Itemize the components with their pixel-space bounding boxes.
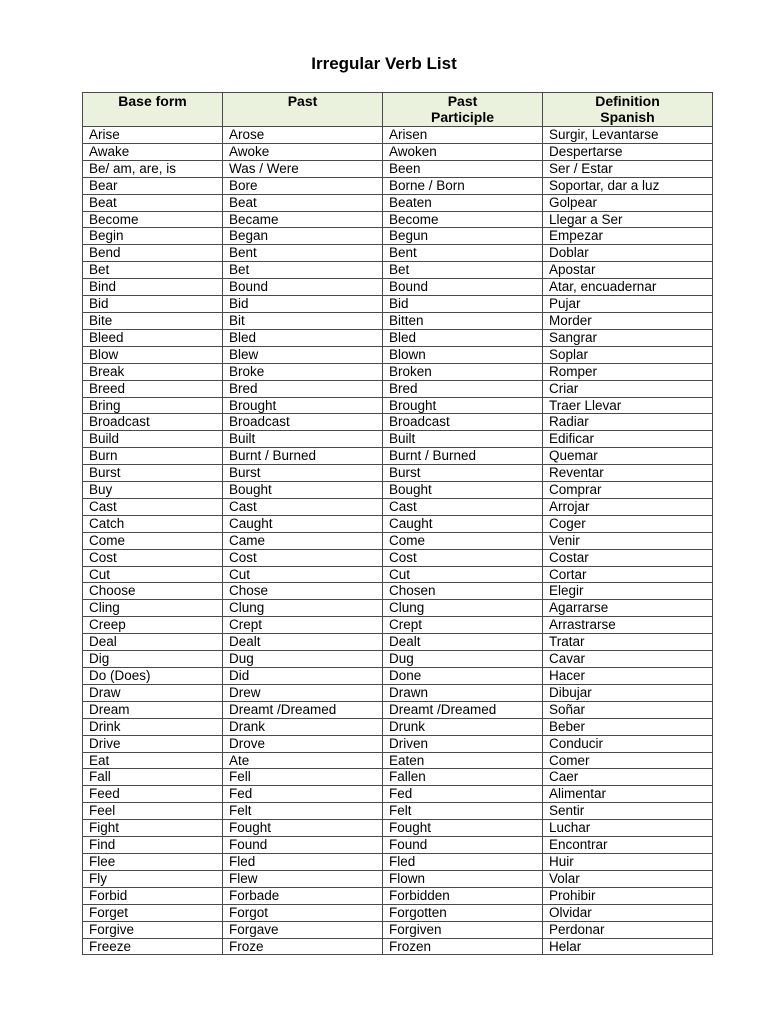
past-cell: Fought: [223, 820, 383, 837]
base-form-cell: Come: [83, 532, 223, 549]
past-cell: Awoke: [223, 143, 383, 160]
definition-cell: Caer: [543, 769, 713, 786]
definition-cell: Llegar a Ser: [543, 211, 713, 228]
base-form-cell: Beat: [83, 194, 223, 211]
definition-cell: Venir: [543, 532, 713, 549]
base-form-cell: Awake: [83, 143, 223, 160]
table-row: [83, 177, 713, 194]
past-cell: Fell: [223, 769, 383, 786]
definition-cell: Comprar: [543, 482, 713, 499]
past-cell: Bred: [223, 380, 383, 397]
past-participle-cell: Broken: [383, 363, 543, 380]
table-row: [83, 431, 713, 448]
base-form-cell: Bid: [83, 296, 223, 313]
table-row: [83, 668, 713, 685]
base-form-cell: Bet: [83, 262, 223, 279]
base-form-cell: Feed: [83, 786, 223, 803]
past-participle-cell: Found: [383, 837, 543, 854]
past-cell: Broadcast: [223, 414, 383, 431]
table-row: [83, 786, 713, 803]
past-participle-cell: Clung: [383, 600, 543, 617]
table-row: [83, 262, 713, 279]
past-cell: Bent: [223, 245, 383, 262]
table-row: [83, 938, 713, 955]
definition-cell: Pujar: [543, 296, 713, 313]
past-participle-cell: Bled: [383, 329, 543, 346]
table-row: [83, 532, 713, 549]
past-cell: Drew: [223, 684, 383, 701]
past-participle-cell: Felt: [383, 803, 543, 820]
definition-cell: Reventar: [543, 465, 713, 482]
past-cell: Burst: [223, 465, 383, 482]
table-row: [83, 465, 713, 482]
table-row: [83, 127, 713, 144]
past-cell: Bled: [223, 329, 383, 346]
table-row: [83, 397, 713, 414]
past-cell: Bound: [223, 279, 383, 296]
past-participle-cell: Fought: [383, 820, 543, 837]
past-participle-cell: Blown: [383, 346, 543, 363]
base-form-cell: Forget: [83, 904, 223, 921]
base-form-cell: Dig: [83, 651, 223, 668]
past-cell: Dug: [223, 651, 383, 668]
definition-cell: Beber: [543, 718, 713, 735]
past-cell: Drank: [223, 718, 383, 735]
past-cell: Bit: [223, 312, 383, 329]
table-row: [83, 803, 713, 820]
past-participle-cell: Burnt / Burned: [383, 448, 543, 465]
definition-cell: Coger: [543, 515, 713, 532]
header-past-participle: Past Participle: [383, 93, 543, 127]
past-participle-cell: Built: [383, 431, 543, 448]
base-form-cell: Begin: [83, 228, 223, 245]
past-cell: Cut: [223, 566, 383, 583]
past-cell: Cast: [223, 498, 383, 515]
table-row: [83, 245, 713, 262]
definition-cell: Surgir, Levantarse: [543, 127, 713, 144]
past-participle-cell: Bent: [383, 245, 543, 262]
table-row: [83, 837, 713, 854]
base-form-cell: Breed: [83, 380, 223, 397]
past-cell: Fed: [223, 786, 383, 803]
table-row: [83, 414, 713, 431]
definition-cell: Hacer: [543, 668, 713, 685]
table-row: [83, 634, 713, 651]
table-row: [83, 143, 713, 160]
definition-cell: Sentir: [543, 803, 713, 820]
base-form-cell: Broadcast: [83, 414, 223, 431]
past-cell: Dreamt /Dreamed: [223, 701, 383, 718]
past-cell: Blew: [223, 346, 383, 363]
definition-cell: Morder: [543, 312, 713, 329]
past-cell: Fled: [223, 853, 383, 870]
definition-cell: Cavar: [543, 651, 713, 668]
past-cell: Burnt / Burned: [223, 448, 383, 465]
past-cell: Bore: [223, 177, 383, 194]
past-participle-cell: Bought: [383, 482, 543, 499]
definition-cell: Costar: [543, 549, 713, 566]
past-cell: Froze: [223, 938, 383, 955]
past-cell: Arose: [223, 127, 383, 144]
definition-cell: Volar: [543, 870, 713, 887]
definition-cell: Cortar: [543, 566, 713, 583]
base-form-cell: Eat: [83, 752, 223, 769]
past-cell: Chose: [223, 583, 383, 600]
page-title: Irregular Verb List: [311, 54, 457, 73]
table-row: [83, 684, 713, 701]
header-definition-spanish: Definition Spanish: [543, 93, 713, 127]
table-row: [83, 820, 713, 837]
past-cell: Built: [223, 431, 383, 448]
base-form-cell: Bring: [83, 397, 223, 414]
base-form-cell: Flee: [83, 853, 223, 870]
definition-cell: Doblar: [543, 245, 713, 262]
definition-cell: Empezar: [543, 228, 713, 245]
base-form-cell: Catch: [83, 515, 223, 532]
past-participle-cell: Forbidden: [383, 887, 543, 904]
base-form-cell: Dream: [83, 701, 223, 718]
base-form-cell: Forbid: [83, 887, 223, 904]
base-form-cell: Deal: [83, 634, 223, 651]
base-form-cell: Forgive: [83, 921, 223, 938]
table-row: [83, 870, 713, 887]
definition-cell: Golpear: [543, 194, 713, 211]
verb-table: [82, 92, 713, 955]
definition-cell: Alimentar: [543, 786, 713, 803]
past-participle-cell: Drawn: [383, 684, 543, 701]
past-participle-cell: Bred: [383, 380, 543, 397]
table-row: [83, 329, 713, 346]
base-form-cell: Cast: [83, 498, 223, 515]
past-participle-cell: Borne / Born: [383, 177, 543, 194]
definition-cell: Apostar: [543, 262, 713, 279]
past-participle-cell: Come: [383, 532, 543, 549]
definition-cell: Encontrar: [543, 837, 713, 854]
definition-cell: Sangrar: [543, 329, 713, 346]
table-row: [83, 482, 713, 499]
past-cell: Bet: [223, 262, 383, 279]
base-form-cell: Be/ am, are, is: [83, 160, 223, 177]
base-form-cell: Cut: [83, 566, 223, 583]
past-participle-cell: Done: [383, 668, 543, 685]
past-participle-cell: Arisen: [383, 127, 543, 144]
past-cell: Clung: [223, 600, 383, 617]
past-cell: Found: [223, 837, 383, 854]
header-past: Past: [223, 93, 383, 127]
past-cell: Cost: [223, 549, 383, 566]
past-participle-cell: Bet: [383, 262, 543, 279]
definition-cell: Romper: [543, 363, 713, 380]
definition-cell: Quemar: [543, 448, 713, 465]
table-row: [83, 448, 713, 465]
base-form-cell: Fly: [83, 870, 223, 887]
definition-cell: Comer: [543, 752, 713, 769]
past-participle-cell: Cut: [383, 566, 543, 583]
past-participle-cell: Flown: [383, 870, 543, 887]
table-row: [83, 735, 713, 752]
past-participle-cell: Dug: [383, 651, 543, 668]
past-participle-cell: Bitten: [383, 312, 543, 329]
past-participle-cell: Caught: [383, 515, 543, 532]
table-row: [83, 228, 713, 245]
past-cell: Bought: [223, 482, 383, 499]
past-cell: Felt: [223, 803, 383, 820]
base-form-cell: Cost: [83, 549, 223, 566]
past-participle-cell: Frozen: [383, 938, 543, 955]
past-cell: Forgave: [223, 921, 383, 938]
definition-cell: Criar: [543, 380, 713, 397]
base-form-cell: Bleed: [83, 329, 223, 346]
definition-cell: Luchar: [543, 820, 713, 837]
base-form-cell: Bind: [83, 279, 223, 296]
base-form-cell: Cling: [83, 600, 223, 617]
definition-cell: Perdonar: [543, 921, 713, 938]
base-form-cell: Bite: [83, 312, 223, 329]
definition-cell: Prohibir: [543, 887, 713, 904]
table-row: [83, 279, 713, 296]
definition-cell: Dibujar: [543, 684, 713, 701]
past-participle-cell: Forgotten: [383, 904, 543, 921]
past-participle-cell: Dreamt /Dreamed: [383, 701, 543, 718]
past-participle-cell: Brought: [383, 397, 543, 414]
past-participle-cell: Fed: [383, 786, 543, 803]
definition-cell: Olvidar: [543, 904, 713, 921]
table-row: [83, 312, 713, 329]
table-row: [83, 651, 713, 668]
definition-cell: Agarrarse: [543, 600, 713, 617]
past-cell: Came: [223, 532, 383, 549]
base-form-cell: Blow: [83, 346, 223, 363]
past-participle-cell: Fallen: [383, 769, 543, 786]
base-form-cell: Choose: [83, 583, 223, 600]
definition-cell: Arrojar: [543, 498, 713, 515]
definition-cell: Huir: [543, 853, 713, 870]
table-row: [83, 718, 713, 735]
past-participle-cell: Eaten: [383, 752, 543, 769]
definition-cell: Soportar, dar a luz: [543, 177, 713, 194]
past-cell: Did: [223, 668, 383, 685]
definition-cell: Tratar: [543, 634, 713, 651]
past-participle-cell: Forgiven: [383, 921, 543, 938]
table-row: [83, 617, 713, 634]
base-form-cell: Freeze: [83, 938, 223, 955]
past-participle-cell: Dealt: [383, 634, 543, 651]
table-row: [83, 549, 713, 566]
definition-cell: Soplar: [543, 346, 713, 363]
definition-cell: Radiar: [543, 414, 713, 431]
past-cell: Drove: [223, 735, 383, 752]
definition-cell: Despertarse: [543, 143, 713, 160]
base-form-cell: Fall: [83, 769, 223, 786]
base-form-cell: Creep: [83, 617, 223, 634]
table-row: [83, 566, 713, 583]
base-form-cell: Bear: [83, 177, 223, 194]
past-participle-cell: Chosen: [383, 583, 543, 600]
past-participle-cell: Bid: [383, 296, 543, 313]
base-form-cell: Find: [83, 837, 223, 854]
header-base-form: Base form: [83, 93, 223, 127]
past-participle-cell: Begun: [383, 228, 543, 245]
table-row: [83, 194, 713, 211]
table-row: [83, 211, 713, 228]
past-participle-cell: Driven: [383, 735, 543, 752]
definition-cell: Helar: [543, 938, 713, 955]
table-row: [83, 160, 713, 177]
base-form-cell: Break: [83, 363, 223, 380]
past-participle-cell: Broadcast: [383, 414, 543, 431]
table-row: [83, 887, 713, 904]
past-participle-cell: Become: [383, 211, 543, 228]
table-row: [83, 769, 713, 786]
table-row: [83, 515, 713, 532]
table-row: [83, 701, 713, 718]
table-row: [83, 600, 713, 617]
table-row: [83, 583, 713, 600]
definition-cell: Ser / Estar: [543, 160, 713, 177]
past-cell: Crept: [223, 617, 383, 634]
past-cell: Beat: [223, 194, 383, 211]
table-row: [83, 752, 713, 769]
past-cell: Brought: [223, 397, 383, 414]
table-row: [83, 346, 713, 363]
past-participle-cell: Burst: [383, 465, 543, 482]
header-row: [83, 93, 713, 127]
past-participle-cell: Cost: [383, 549, 543, 566]
definition-cell: Atar, encuadernar: [543, 279, 713, 296]
past-participle-cell: Crept: [383, 617, 543, 634]
base-form-cell: Burn: [83, 448, 223, 465]
table-row: [83, 380, 713, 397]
base-form-cell: Feel: [83, 803, 223, 820]
past-participle-cell: Fled: [383, 853, 543, 870]
past-participle-cell: Cast: [383, 498, 543, 515]
past-cell: Was / Were: [223, 160, 383, 177]
past-cell: Dealt: [223, 634, 383, 651]
past-cell: Ate: [223, 752, 383, 769]
definition-cell: Traer Llevar: [543, 397, 713, 414]
definition-cell: Edificar: [543, 431, 713, 448]
past-participle-cell: Drunk: [383, 718, 543, 735]
past-participle-cell: Awoken: [383, 143, 543, 160]
base-form-cell: Drive: [83, 735, 223, 752]
past-participle-cell: Been: [383, 160, 543, 177]
base-form-cell: Do (Does): [83, 668, 223, 685]
table-row: [83, 853, 713, 870]
definition-cell: Elegir: [543, 583, 713, 600]
base-form-cell: Arise: [83, 127, 223, 144]
verb-table-body: [83, 127, 713, 955]
definition-cell: Conducir: [543, 735, 713, 752]
past-cell: Broke: [223, 363, 383, 380]
definition-cell: Soñar: [543, 701, 713, 718]
past-cell: Bid: [223, 296, 383, 313]
base-form-cell: Buy: [83, 482, 223, 499]
table-row: [83, 498, 713, 515]
base-form-cell: Fight: [83, 820, 223, 837]
past-cell: Caught: [223, 515, 383, 532]
past-cell: Forgot: [223, 904, 383, 921]
table-row: [83, 363, 713, 380]
base-form-cell: Build: [83, 431, 223, 448]
base-form-cell: Bend: [83, 245, 223, 262]
past-participle-cell: Beaten: [383, 194, 543, 211]
table-row: [83, 921, 713, 938]
table-row: [83, 296, 713, 313]
base-form-cell: Draw: [83, 684, 223, 701]
base-form-cell: Become: [83, 211, 223, 228]
definition-cell: Arrastrarse: [543, 617, 713, 634]
base-form-cell: Burst: [83, 465, 223, 482]
past-cell: Flew: [223, 870, 383, 887]
base-form-cell: Drink: [83, 718, 223, 735]
past-cell: Began: [223, 228, 383, 245]
past-cell: Became: [223, 211, 383, 228]
past-cell: Forbade: [223, 887, 383, 904]
past-participle-cell: Bound: [383, 279, 543, 296]
table-row: [83, 904, 713, 921]
